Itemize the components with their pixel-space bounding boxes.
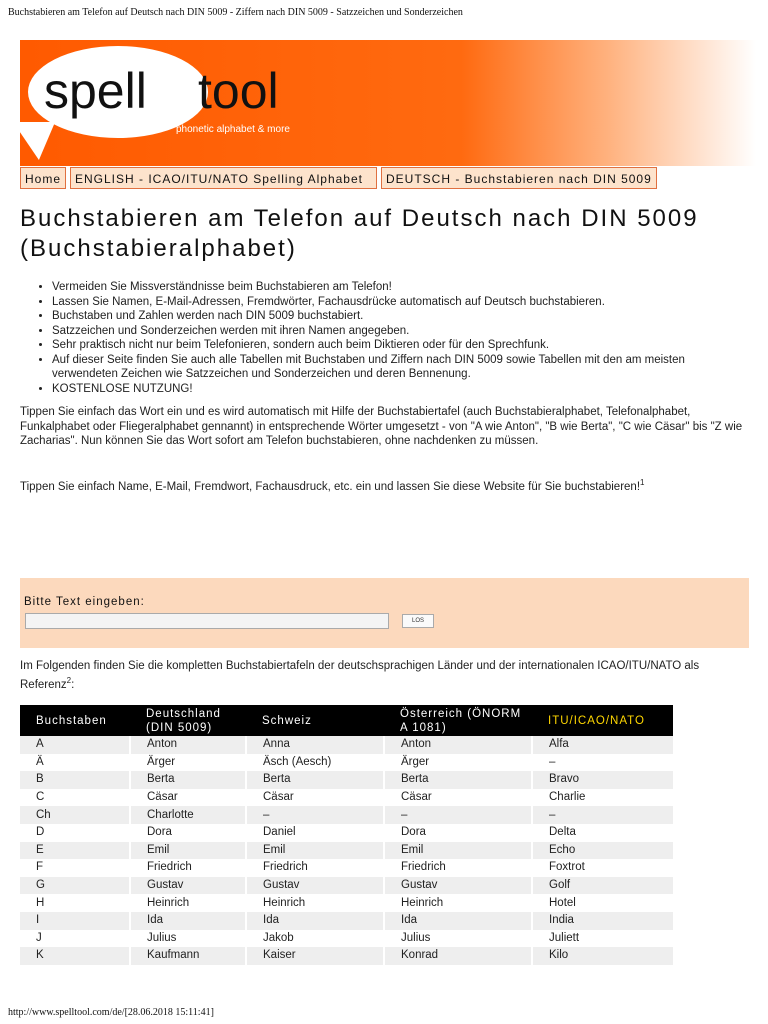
spelling-table bbox=[20, 705, 673, 982]
table-cell: Ida bbox=[384, 912, 532, 930]
table-row bbox=[20, 965, 673, 983]
table-cell: Ida bbox=[130, 912, 246, 930]
table-cell: E bbox=[20, 842, 130, 860]
print-header: Buchstabieren am Telefon auf Deutsch nach DIN 5009 - Ziffern nach DIN 5009 - Satzzeichen und Sonderzeichen bbox=[8, 7, 463, 18]
table-cell: – bbox=[384, 806, 532, 824]
table-cell: Alfa bbox=[532, 736, 673, 754]
table-cell: J bbox=[20, 930, 130, 948]
feature-list bbox=[36, 280, 752, 396]
instruction-paragraph bbox=[20, 476, 748, 494]
list-item: • KOSTENLOSE NUTZUNG! bbox=[52, 382, 752, 397]
table-intro bbox=[20, 659, 748, 692]
table-cell: Ch bbox=[20, 806, 130, 824]
table-cell: Dora bbox=[130, 824, 246, 842]
table-cell: Anna bbox=[246, 736, 384, 754]
table-cell: Berta bbox=[246, 771, 384, 789]
table-cell: Echo bbox=[532, 842, 673, 860]
logo-tagline: phonetic alphabet & more bbox=[176, 124, 290, 135]
table-cell: Julius bbox=[384, 930, 532, 948]
table-cell: Ärger bbox=[384, 754, 532, 772]
list-item: • Satzzeichen und Sonderzeichen werden mit ihren Namen angegeben. bbox=[52, 324, 752, 339]
column-header: Österreich (ÖNORM A 1081) bbox=[384, 705, 532, 736]
table-cell: Anton bbox=[384, 736, 532, 754]
table-cell: Emil bbox=[384, 842, 532, 860]
table-cell bbox=[130, 965, 246, 983]
list-item: • Auf dieser Seite finden Sie auch alle Tabellen mit Buchstaben und Ziffern nach DIN 5009 sowie Tabellen mit den am meisten verwendeten Zeichen wie Satzzeichen und Sonderzeichen und deren Bennenung. bbox=[52, 353, 752, 382]
table-cell: C bbox=[20, 789, 130, 807]
table-header-row bbox=[20, 705, 673, 736]
table-cell: – bbox=[532, 806, 673, 824]
table-cell: Kaufmann bbox=[130, 947, 246, 965]
table-intro-suffix: : bbox=[71, 678, 75, 691]
instruction-text: Tippen Sie einfach Name, E-Mail, Fremdwort, Fachausdruck, etc. ein und lassen Sie diese Website für Sie buchstabieren! bbox=[20, 480, 641, 493]
table-cell: Julius bbox=[130, 930, 246, 948]
table-row bbox=[20, 842, 673, 860]
table-row bbox=[20, 736, 673, 754]
table-cell: Cäsar bbox=[246, 789, 384, 807]
text-input[interactable] bbox=[25, 613, 389, 629]
table-row bbox=[20, 894, 673, 912]
table-cell: Ida bbox=[246, 912, 384, 930]
table-cell: – bbox=[532, 754, 673, 772]
logo-word-spell: spell bbox=[44, 63, 147, 119]
table-cell: India bbox=[532, 912, 673, 930]
table-cell: Gustav bbox=[384, 877, 532, 895]
table-cell: Daniel bbox=[246, 824, 384, 842]
table-cell: – bbox=[246, 806, 384, 824]
table-row bbox=[20, 789, 673, 807]
table-cell: Berta bbox=[384, 771, 532, 789]
table-cell: Delta bbox=[532, 824, 673, 842]
table-cell: Heinrich bbox=[246, 894, 384, 912]
table-row bbox=[20, 859, 673, 877]
intro-paragraph: Tippen Sie einfach das Wort ein und es wird automatisch mit Hilfe der Buchstabiertafel (auch Buchstabieralphabet, Telefonalphabet, Funkalphabet oder Fliegeralphabet gennannt) in entsprechende Wörter umgesetzt - von "A wie Anton", "B wie Berta", "C wie Cäsar" bis "Z wie Zacharias". Nun können Sie das Wort sofort am Telefon buchstabieren, ohne nachdenken zu müssen. bbox=[20, 406, 743, 447]
table-cell: Cäsar bbox=[384, 789, 532, 807]
list-item: • Buchstaben und Zahlen werden nach DIN 5009 buchstabiert. bbox=[52, 309, 752, 324]
table-row bbox=[20, 754, 673, 772]
table-cell: Juliett bbox=[532, 930, 673, 948]
list-item: • Vermeiden Sie Missverständnisse beim Buchstabieren am Telefon! bbox=[52, 280, 752, 295]
table-cell: Kilo bbox=[532, 947, 673, 965]
table-cell: Foxtrot bbox=[532, 859, 673, 877]
table-cell bbox=[384, 965, 532, 983]
table-cell: H bbox=[20, 894, 130, 912]
site-banner[interactable] bbox=[20, 40, 756, 166]
list-item: • Lassen Sie Namen, E-Mail-Adressen, Fremdwörter, Fachausdrücke automatisch auf Deutsch buchstabieren. bbox=[52, 295, 752, 310]
table-cell: Charlie bbox=[532, 789, 673, 807]
table-cell: Heinrich bbox=[384, 894, 532, 912]
table-cell: F bbox=[20, 859, 130, 877]
print-footer: http://www.spelltool.com/de/[28.06.2018 15:11:41] bbox=[8, 1007, 214, 1018]
table-cell: Kaiser bbox=[246, 947, 384, 965]
table-row bbox=[20, 806, 673, 824]
column-header: Buchstaben bbox=[20, 705, 130, 736]
table-cell bbox=[20, 965, 130, 983]
table-cell: B bbox=[20, 771, 130, 789]
table-cell: Cäsar bbox=[130, 789, 246, 807]
table-cell: Konrad bbox=[384, 947, 532, 965]
column-header: Deutschland (DIN 5009) bbox=[130, 705, 246, 736]
table-row bbox=[20, 877, 673, 895]
table-row bbox=[20, 912, 673, 930]
table-cell: Emil bbox=[246, 842, 384, 860]
table-intro-text: Im Folgenden finden Sie die kompletten Buchstabiertafeln der deutschsprachigen Länder und der internationalen ICAO/ITU/NATO als Referenz bbox=[20, 660, 700, 691]
table-cell: G bbox=[20, 877, 130, 895]
table-cell: Berta bbox=[130, 771, 246, 789]
table-row bbox=[20, 947, 673, 965]
table-cell: Gustav bbox=[130, 877, 246, 895]
table-row bbox=[20, 930, 673, 948]
table-cell: Jakob bbox=[246, 930, 384, 948]
footnote-ref[interactable]: 2 bbox=[66, 675, 72, 685]
table-cell: Hotel bbox=[532, 894, 673, 912]
table-cell: K bbox=[20, 947, 130, 965]
table-cell bbox=[246, 965, 384, 983]
table-cell: Bravo bbox=[532, 771, 673, 789]
table-cell: Charlotte bbox=[130, 806, 246, 824]
table-cell: Ärger bbox=[130, 754, 246, 772]
table-cell: Heinrich bbox=[130, 894, 246, 912]
table-cell: Friedrich bbox=[130, 859, 246, 877]
table-row bbox=[20, 771, 673, 789]
go-button[interactable]: LOS bbox=[402, 614, 434, 628]
table-row bbox=[20, 824, 673, 842]
table-cell: Golf bbox=[532, 877, 673, 895]
table-cell: D bbox=[20, 824, 130, 842]
table-cell bbox=[532, 965, 673, 983]
nav-english[interactable]: ENGLISH - ICAO/ITU/NATO Spelling Alphabet bbox=[70, 167, 377, 189]
table-cell: Gustav bbox=[246, 877, 384, 895]
nav-deutsch[interactable]: DEUTSCH - Buchstabieren nach DIN 5009 bbox=[381, 167, 657, 189]
table-cell: Friedrich bbox=[246, 859, 384, 877]
column-header: Schweiz bbox=[246, 705, 384, 736]
table-cell: Dora bbox=[384, 824, 532, 842]
table-cell: Anton bbox=[130, 736, 246, 754]
table-cell: Emil bbox=[130, 842, 246, 860]
column-header: ITU/ICAO/NATO bbox=[532, 705, 673, 736]
table-cell: Ä bbox=[20, 754, 130, 772]
table-cell: Friedrich bbox=[384, 859, 532, 877]
table-cell: Äsch (Aesch) bbox=[246, 754, 384, 772]
nav-home[interactable]: Home bbox=[20, 167, 66, 189]
input-label: Bitte Text eingeben: bbox=[24, 596, 145, 608]
list-item: • Sehr praktisch nicht nur beim Telefonieren, sondern auch beim Diktieren oder für den Sprechfunk. bbox=[52, 338, 752, 353]
table-cell: I bbox=[20, 912, 130, 930]
footnote-ref[interactable]: 1 bbox=[640, 478, 645, 487]
logo-word-tool: tool bbox=[198, 63, 279, 119]
spell-input-panel bbox=[20, 578, 749, 648]
page-title: Buchstabieren am Telefon auf Deutsch nach DIN 5009 (Buchstabieralphabet) bbox=[20, 205, 699, 262]
table-cell: A bbox=[20, 736, 130, 754]
